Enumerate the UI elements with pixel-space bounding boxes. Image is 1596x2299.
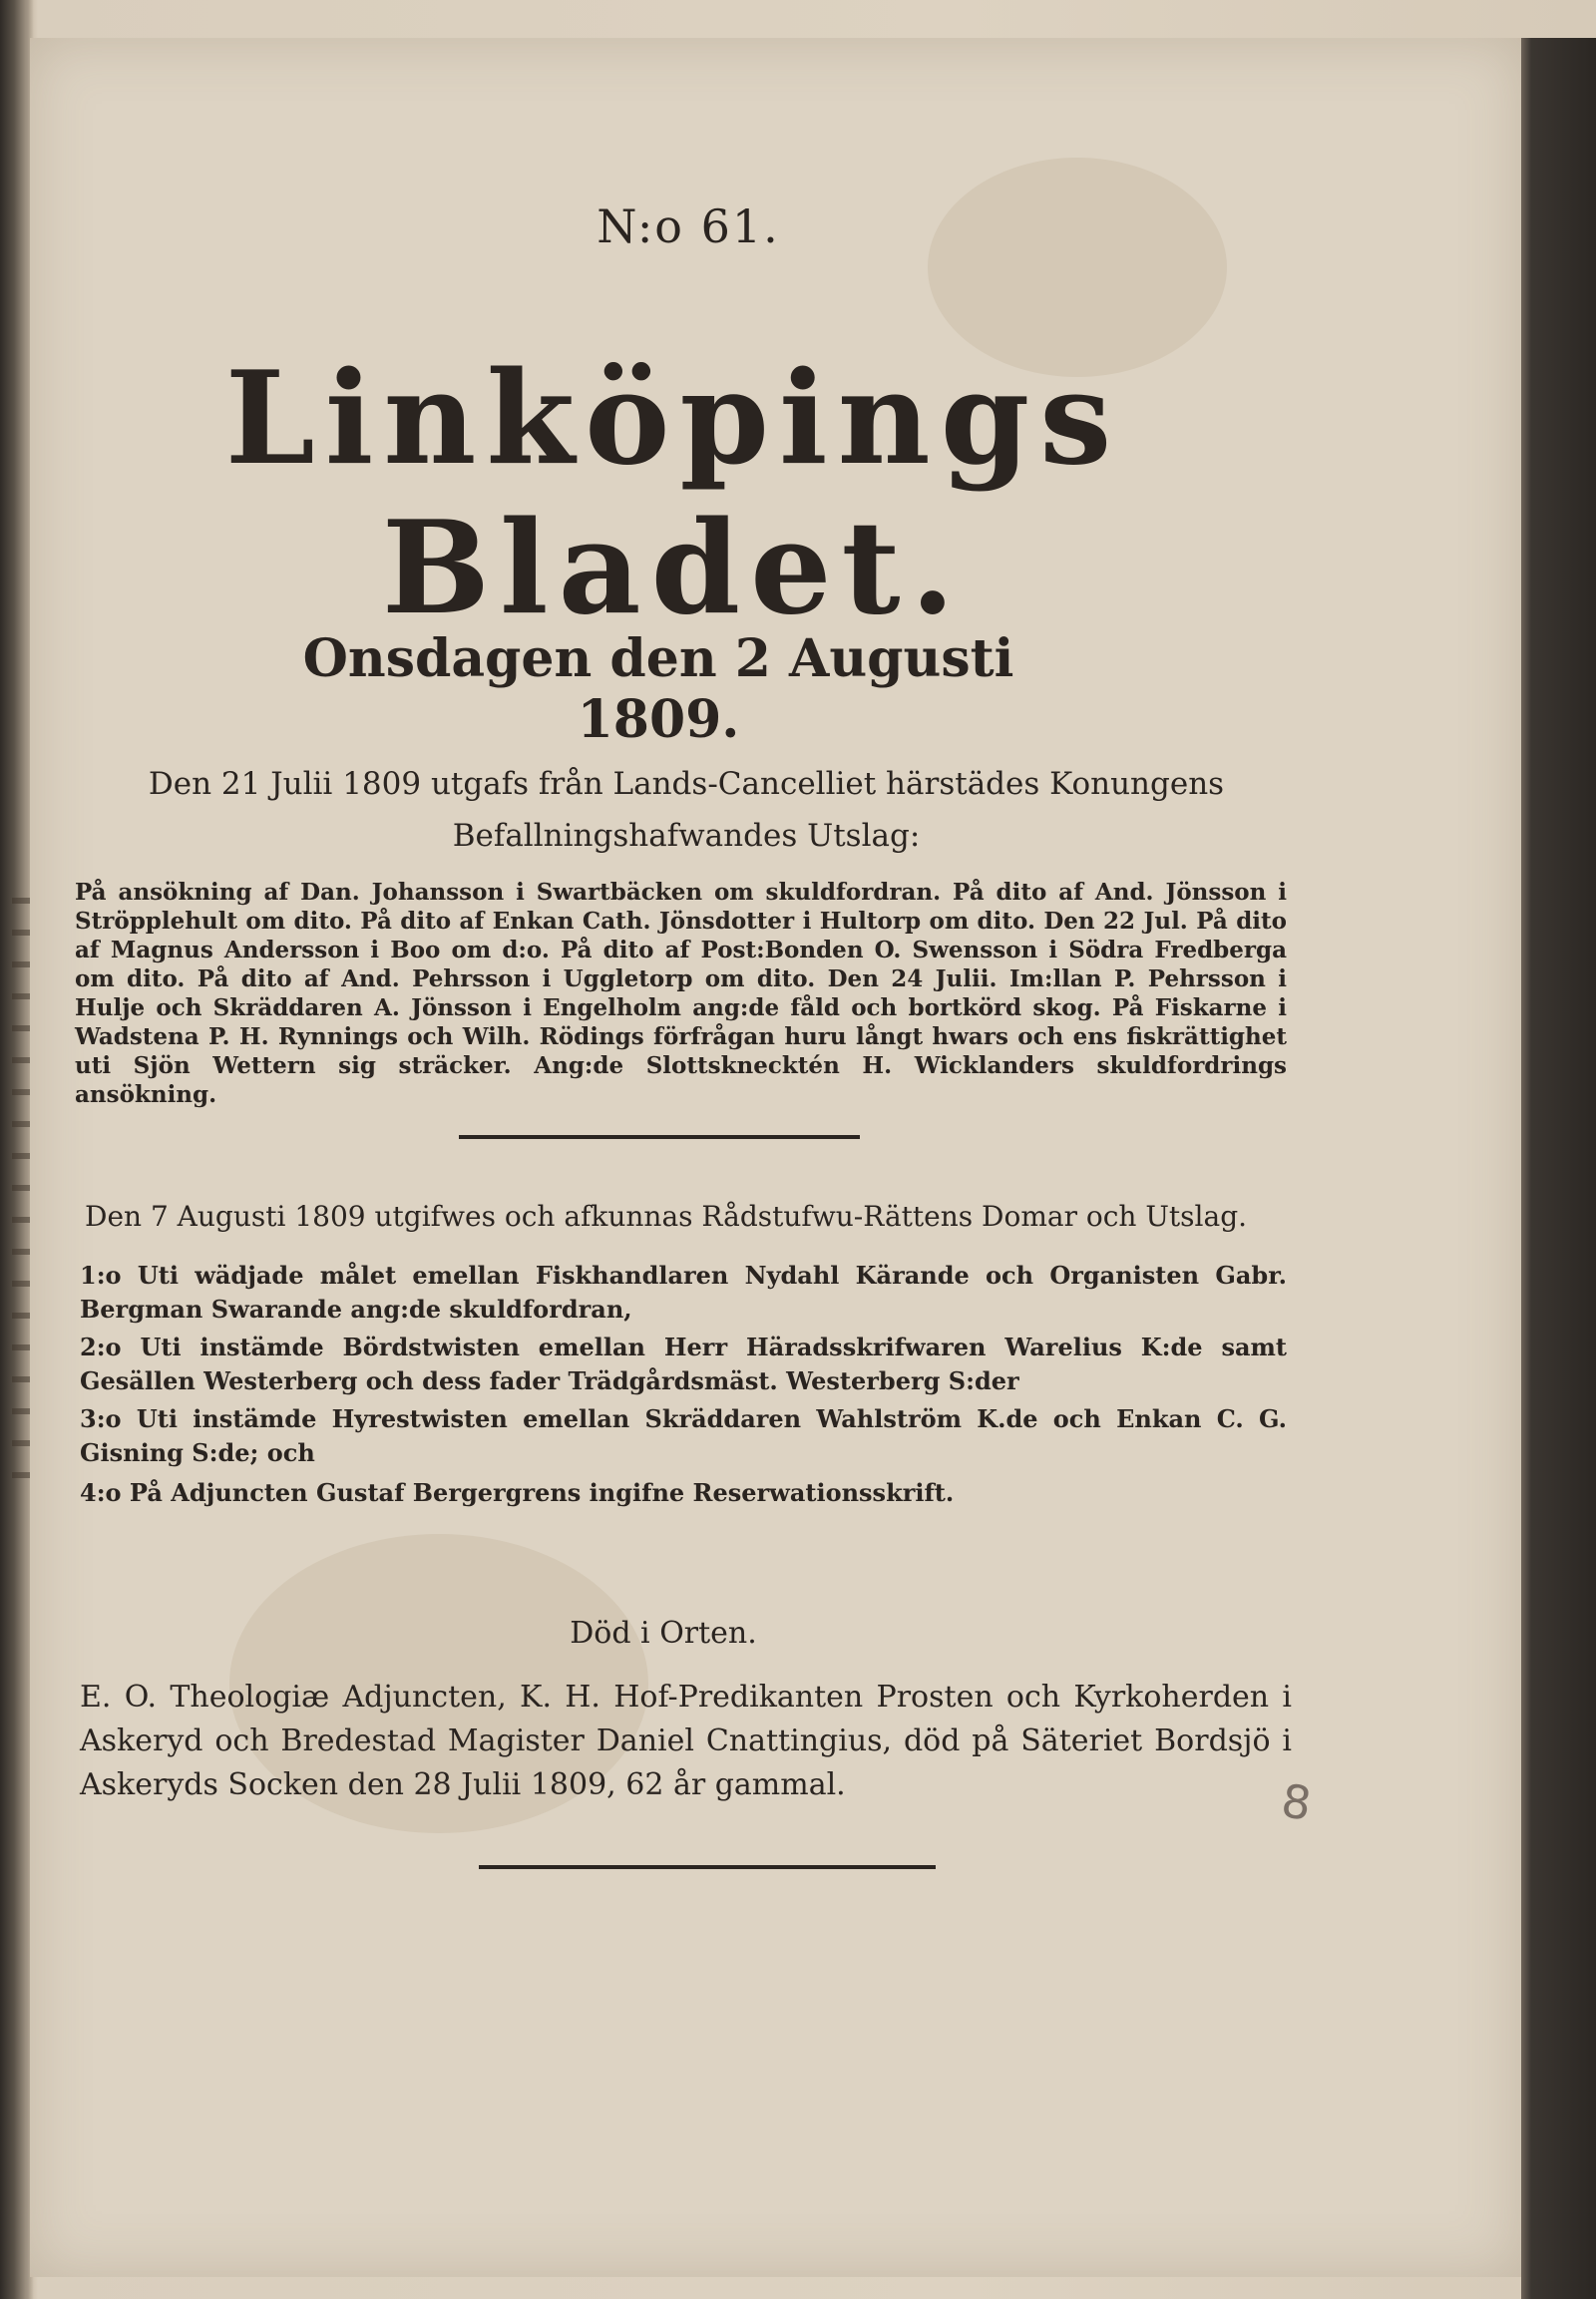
- section-divider: [459, 1135, 860, 1139]
- list-item: 4:o På Adjuncten Gustaf Bergergrens ingifne Reserwationsskrift.: [80, 1478, 955, 1507]
- issue-number: N:o 61.: [597, 199, 780, 253]
- section1-intro: Den 21 Julii 1809 utgafs från Lands-Cancelliet härstädes Konungens Befallningshafwandes Utslag:: [148, 766, 1225, 854]
- margin-marks: [12, 898, 30, 1496]
- section3-body: E. O. Theologiæ Adjuncten, K. H. Hof-Predikanten Prosten och Kyrkoherden i Askeryd och Bredestad Magister Daniel Cnattingius, död på Säteriet Bordsjö i Askeryds Socken den 28 Julii 1809, 62 år gammal.: [80, 1680, 1292, 1802]
- pencil-annotation: 8: [1278, 1773, 1315, 1831]
- masthead-title: Linköpings Bladet.: [224, 344, 1122, 643]
- section1-body: På ansökning af Dan. Johansson i Swartbäcken om skuldfordran. På dito af And. Jönsson i Ströpplehult om dito. På dito af Enkan Cath. Jönsdotter i Hultorp om dito. Den 22 Jul. På dito af Magnus Andersson i Boo om d:o. På dito af Post:Bonden O. Swensson i Södra Fredberga om dito. På dito af And. Pehrsson i Uggletorp om dito. Den 24 Julii. Im:llan P. Pehrsson i Hulje och Skräddaren A. Jönsson i Engelholm ang:de fåld och bortkörd skog. På Fiskarne i Wadstena P. H. Rynnings och Wilh. Rödings förfrågan huru långt hwars och ens fiskrättighet uti Sjön Wettern sig sträcker. Ang:de Slottsknecktén H. Wicklanders skuldfordrings ansökning.: [75, 879, 1287, 1108]
- section3-heading: Död i Orten.: [570, 1616, 757, 1651]
- list-item: 3:o Uti instämde Hyrestwisten emellan Skräddaren Wahlström K.de och Enkan C. G. Gisning S:de; och: [80, 1404, 1287, 1467]
- section2-heading: Den 7 Augusti 1809 utgifwes och afkunnas Rådstufwu-Rättens Domar och Utslag.: [85, 1200, 1248, 1233]
- list-item: 1:o Uti wädjade målet emellan Fiskhandlaren Nydahl Kärande och Organisten Gabr. Bergman Swarande ang:de skuldfordran,: [80, 1261, 1287, 1324]
- dateline: Onsdagen den 2 Augusti 1809.: [302, 628, 1014, 750]
- section-divider: [479, 1865, 936, 1869]
- page-edge-shadow: [1521, 38, 1596, 2299]
- list-item: 2:o Uti instämde Bördstwisten emellan Herr Häradsskrifwaren Warelius K:de samt Gesällen Westerberg och dess fader Trädgårdsmäst. Westerberg S:der: [80, 1333, 1287, 1395]
